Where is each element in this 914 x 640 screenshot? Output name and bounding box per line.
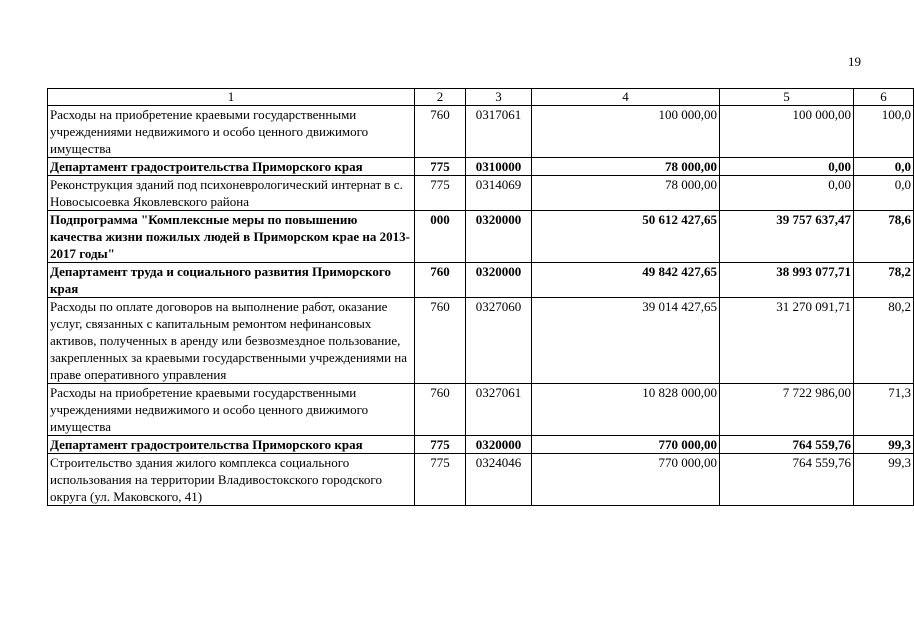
row-name: Расходы по оплате договоров на выполнение работ, оказание услуг, связанных с капитальным ремонтом нефинансовых активов, полученных в аренду или безвозмездное пользование, закрепленных за краевыми государственными учреждениями на праве оперативного управления [48, 298, 415, 384]
row-plan-amount: 49 842 427,65 [532, 263, 720, 298]
row-csr-code: 0317061 [466, 106, 532, 158]
row-percent: 78,2 [854, 263, 914, 298]
table-row [48, 263, 914, 298]
row-grbs-code: 760 [415, 298, 466, 384]
header-col-4: 4 [532, 89, 720, 106]
row-plan-amount: 770 000,00 [532, 454, 720, 506]
row-grbs-code: 775 [415, 176, 466, 211]
row-plan-amount: 50 612 427,65 [532, 211, 720, 263]
page-number: 19 [848, 54, 861, 69]
row-fact-amount: 0,00 [720, 158, 854, 176]
row-csr-code: 0327060 [466, 298, 532, 384]
row-csr-code: 0310000 [466, 158, 532, 176]
table-row [48, 158, 914, 176]
budget-table [47, 88, 914, 506]
row-grbs-code: 775 [415, 158, 466, 176]
table-row [48, 454, 914, 506]
row-fact-amount: 764 559,76 [720, 436, 854, 454]
row-name: Реконструкция зданий под психоневрологический интернат в с. Новосысоевка Яковлевского района [48, 176, 415, 211]
row-grbs-code: 000 [415, 211, 466, 263]
row-csr-code: 0314069 [466, 176, 532, 211]
row-percent: 78,6 [854, 211, 914, 263]
row-fact-amount: 7 722 986,00 [720, 384, 854, 436]
row-fact-amount: 39 757 637,47 [720, 211, 854, 263]
row-percent: 100,0 [854, 106, 914, 158]
row-csr-code: 0320000 [466, 211, 532, 263]
header-col-3: 3 [466, 89, 532, 106]
row-name: Расходы на приобретение краевыми государственными учреждениями недвижимого и особо ценного движимого имущества [48, 106, 415, 158]
row-percent: 99,3 [854, 436, 914, 454]
row-grbs-code: 760 [415, 263, 466, 298]
row-fact-amount: 38 993 077,71 [720, 263, 854, 298]
row-fact-amount: 764 559,76 [720, 454, 854, 506]
row-percent: 0,0 [854, 158, 914, 176]
header-col-1: 1 [48, 89, 415, 106]
row-name: Департамент труда и социального развития Приморского края [48, 263, 415, 298]
row-fact-amount: 31 270 091,71 [720, 298, 854, 384]
row-grbs-code: 760 [415, 384, 466, 436]
header-col-6: 6 [854, 89, 914, 106]
row-plan-amount: 78 000,00 [532, 176, 720, 211]
row-csr-code: 0320000 [466, 436, 532, 454]
table-row [48, 436, 914, 454]
header-col-2: 2 [415, 89, 466, 106]
row-csr-code: 0327061 [466, 384, 532, 436]
row-plan-amount: 78 000,00 [532, 158, 720, 176]
header-col-5: 5 [720, 89, 854, 106]
row-name: Департамент градостроительства Приморского края [48, 158, 415, 176]
row-grbs-code: 760 [415, 106, 466, 158]
table-row [48, 384, 914, 436]
row-plan-amount: 100 000,00 [532, 106, 720, 158]
row-name: Подпрограмма "Комплексные меры по повышению качества жизни пожилых людей в Приморском крае на 2013-2017 годы" [48, 211, 415, 263]
row-name: Строительство здания жилого комплекса социального использования на территории Владивостокского городского округа (ул. Маковского, 41) [48, 454, 415, 506]
row-name: Расходы на приобретение краевыми государственными учреждениями недвижимого и особо ценного движимого имущества [48, 384, 415, 436]
table-header-row [48, 89, 914, 106]
row-percent: 80,2 [854, 298, 914, 384]
table-row [48, 298, 914, 384]
row-csr-code: 0320000 [466, 263, 532, 298]
row-grbs-code: 775 [415, 436, 466, 454]
row-plan-amount: 39 014 427,65 [532, 298, 720, 384]
row-percent: 0,0 [854, 176, 914, 211]
row-plan-amount: 770 000,00 [532, 436, 720, 454]
row-plan-amount: 10 828 000,00 [532, 384, 720, 436]
row-csr-code: 0324046 [466, 454, 532, 506]
table-row [48, 106, 914, 158]
row-grbs-code: 775 [415, 454, 466, 506]
row-fact-amount: 100 000,00 [720, 106, 854, 158]
row-percent: 71,3 [854, 384, 914, 436]
table-row [48, 211, 914, 263]
row-fact-amount: 0,00 [720, 176, 854, 211]
row-percent: 99,3 [854, 454, 914, 506]
row-name: Департамент градостроительства Приморского края [48, 436, 415, 454]
table-row [48, 176, 914, 211]
